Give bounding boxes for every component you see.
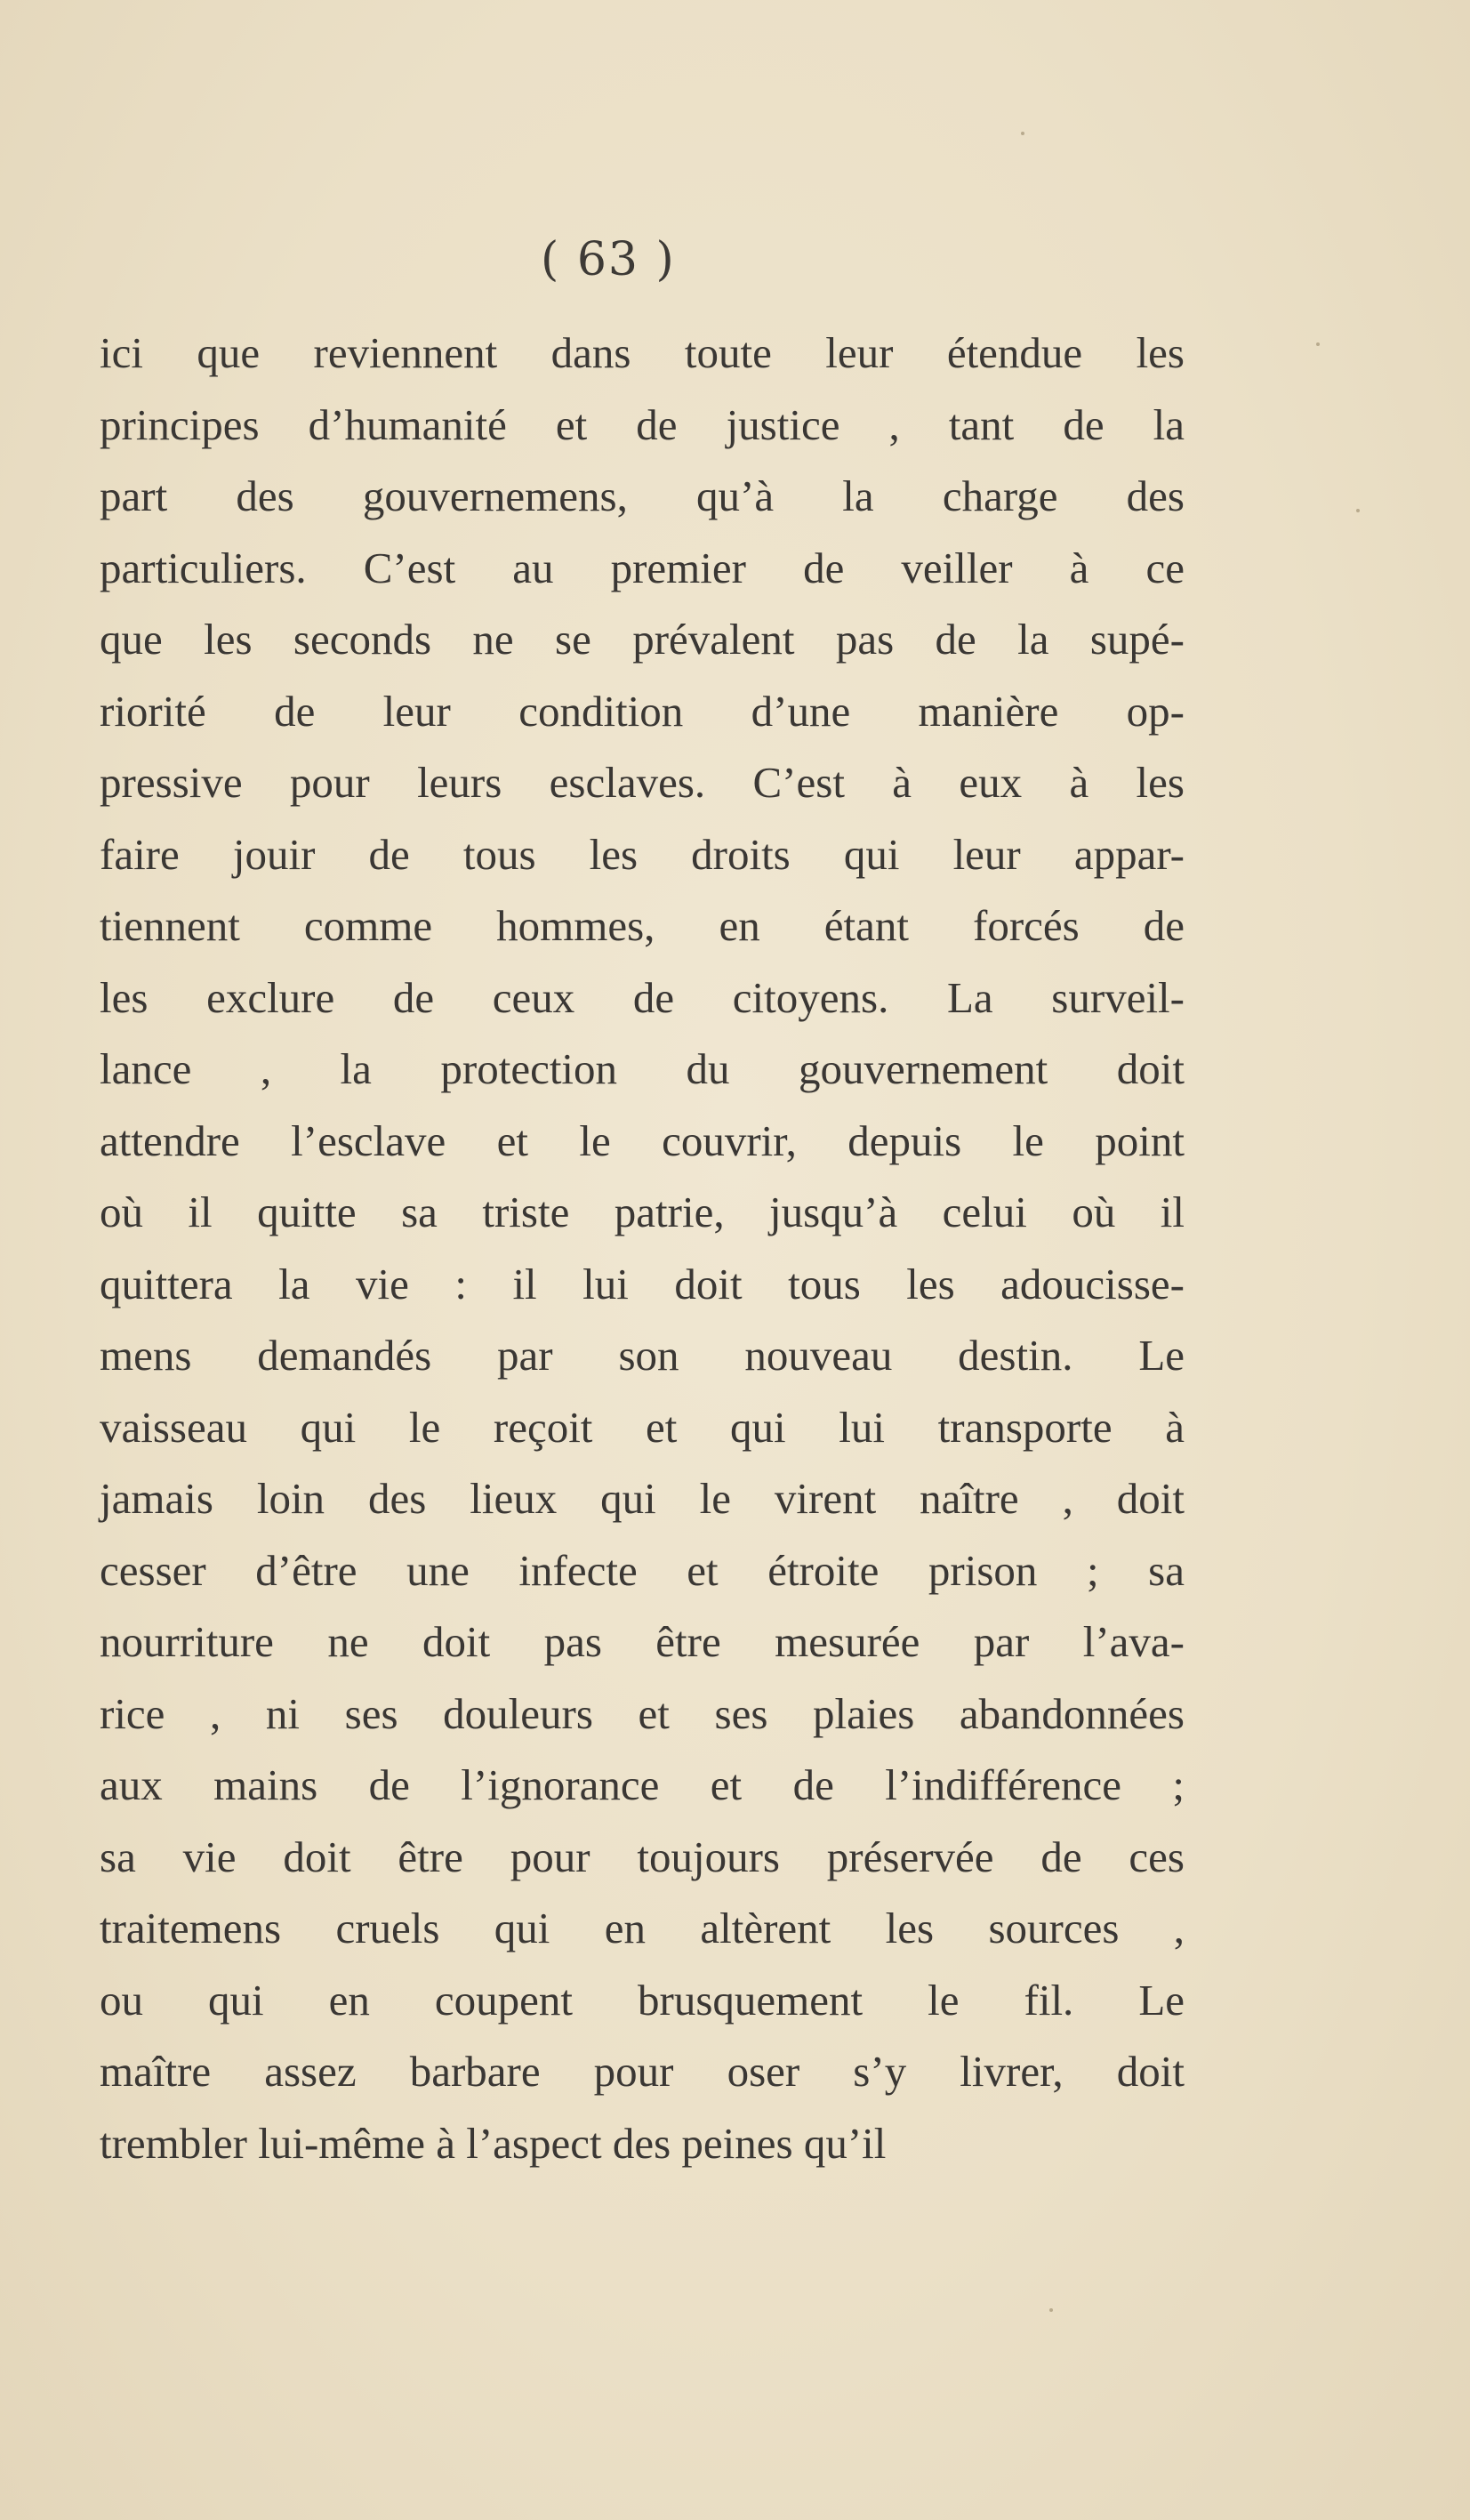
text-line: vaisseau qui le reçoit et qui lui transporte à [100,1402,1185,1452]
text-line: trembler lui-même à l’aspect des peines qu’il [100,2118,887,2168]
text-line: quittera la vie : il lui doit tous les adoucisse- [100,1259,1185,1308]
text-line: que les seconds ne se prévalent pas de la supé- [100,615,1185,664]
text-line: ou qui en coupent brusquement le fil. Le [100,1975,1185,2025]
text-line: où il quitte sa triste patrie, jusqu’à celui où il [100,1188,1185,1236]
text-line: particuliers. C’est au premier de veiller à ce [100,543,1185,592]
text-line: ici que reviennent dans toute leur étendue les [100,328,1185,377]
paper-speck [1316,342,1320,346]
body-text [100,318,1185,2179]
text-line: rice , ni ses douleurs et ses plaies abandonnées [100,1688,1185,1738]
text-line: attendre l’esclave et le couvrir, depuis le point [100,1115,1185,1165]
text-line: sa vie doit être pour toujours préservée de ces [100,1832,1185,1881]
text-line: tiennent comme hommes, en étant forcés de [100,901,1185,950]
paper-speck [1356,509,1360,512]
text-line: nourriture ne doit pas être mesurée par l’ava- [100,1617,1185,1666]
text-line: maître assez barbare pour oser s’y livrer, doit [100,2047,1185,2096]
text-line: cesser d’être une infecte et étroite prison ; sa [100,1545,1185,1595]
paper-speck [1049,2308,1053,2312]
text-line: jamais loin des lieux qui le virent naître , doit [100,1474,1185,1523]
text-line: mens demandés par son nouveau destin. Le [100,1331,1185,1380]
text-line: pressive pour leurs esclaves. C’est à eux à les [100,758,1185,807]
text-line: aux mains de l’ignorance et de l’indifférence ; [100,1760,1185,1809]
page-number: ( 63 ) [541,233,676,286]
text-line: lance , la protection du gouvernement doit [100,1044,1185,1093]
text-line: riorité de leur condition d’une manière op- [100,686,1185,736]
text-line: traitemens cruels qui en altèrent les sources , [100,1904,1185,1952]
paper-speck [1021,132,1024,135]
text-line: principes d’humanité et de justice , tant de la [100,399,1185,449]
text-line: faire jouir de tous les droits qui leur appar- [100,829,1185,879]
text-line: part des gouvernemens, qu’à la charge des [100,471,1185,520]
text-line: les exclure de ceux de citoyens. La surveil- [100,972,1185,1022]
